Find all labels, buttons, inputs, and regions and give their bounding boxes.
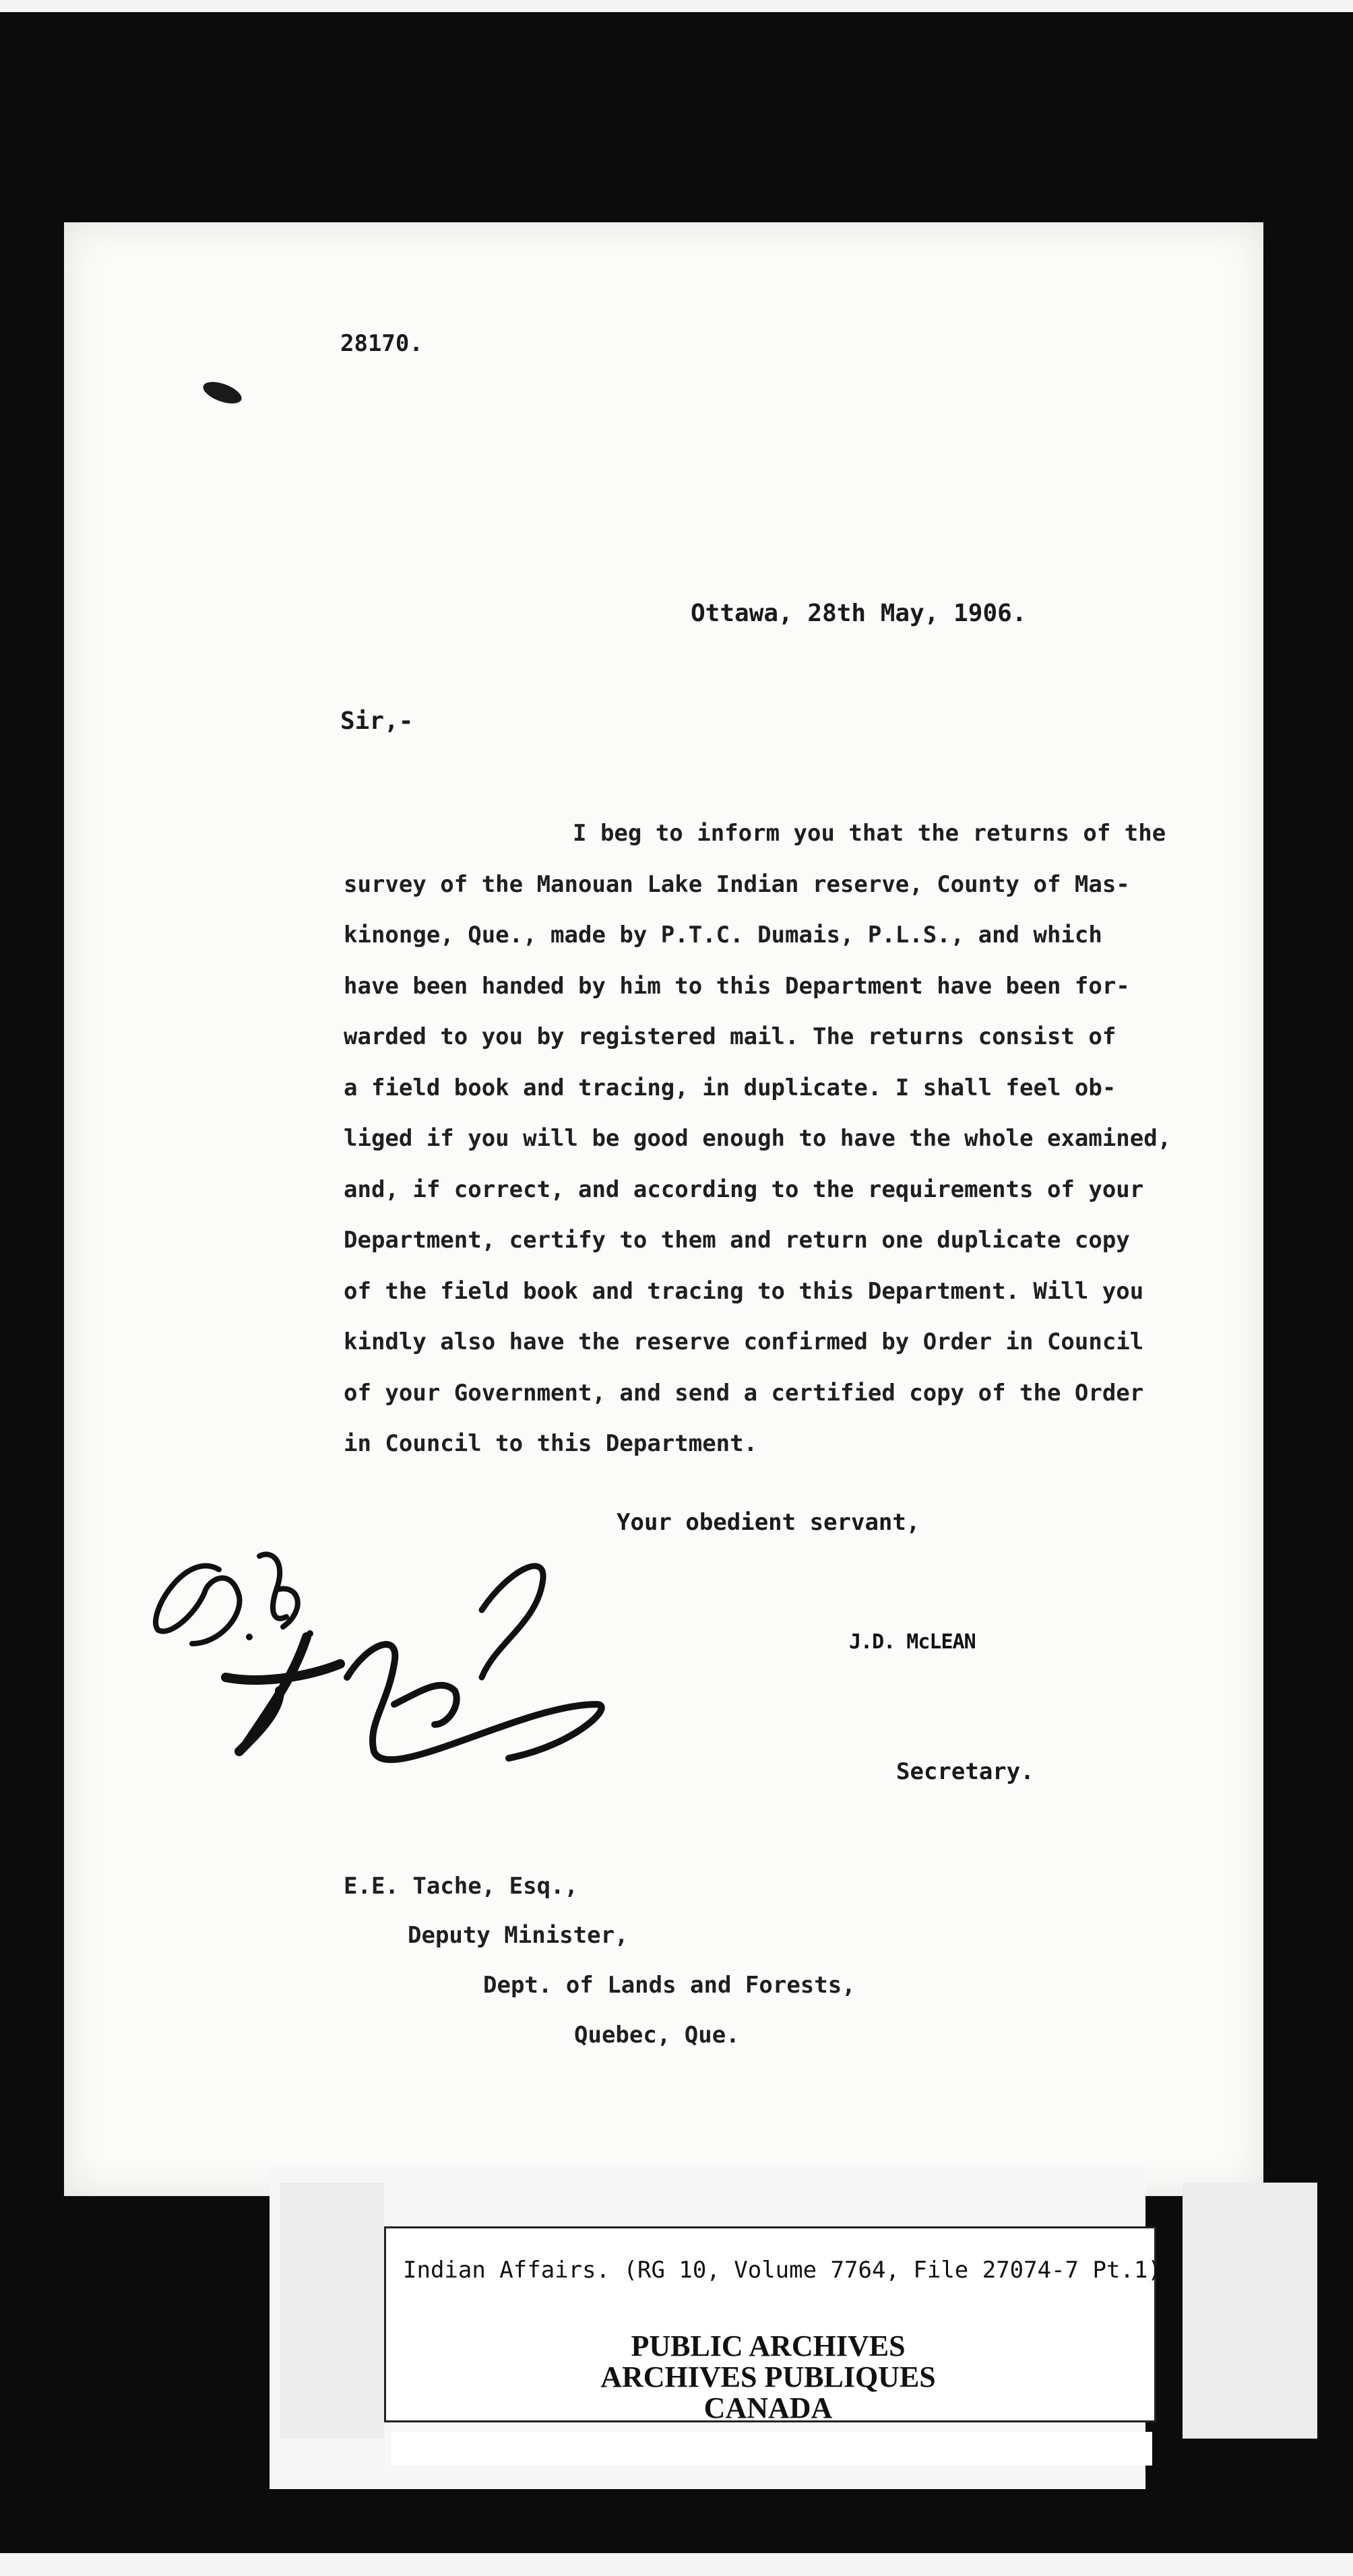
- body-line: Department, certify to them and return one duplicate copy: [344, 1227, 1130, 1254]
- body-line: liged if you will be good enough to have the whole examined,: [344, 1125, 1172, 1152]
- file-number: 28170.: [340, 330, 423, 357]
- address-line: Quebec, Que.: [574, 2022, 740, 2049]
- label-margin-right: [1183, 2183, 1317, 2439]
- handwritten-initials: [104, 1327, 643, 1812]
- body-line: a field book and tracing, in duplicate. I shall feel ob-: [344, 1074, 1116, 1101]
- body-line: in Council to this Department.: [344, 1430, 758, 1457]
- body-line: I beg to inform you that the returns of the: [573, 820, 1166, 847]
- body-line: survey of the Manouan Lake Indian reserve, County of Mas-: [344, 870, 1130, 898]
- label-margin-left: [280, 2183, 384, 2439]
- typed-signature: J.D. McLEAN: [849, 1630, 976, 1654]
- archive-reference: Indian Affairs. (RG 10, Volume 7764, File 27074-7 Pt.1): [403, 2257, 1162, 2284]
- archive-stamp: [384, 2331, 1152, 2424]
- frame-bottom-edge: [0, 2553, 1353, 2576]
- body-line: have been handed by him to this Department have been for-: [344, 972, 1130, 1000]
- body-line: kinonge, Que., made by P.T.C. Dumais, P.L.S., and which: [344, 922, 1102, 948]
- closing: Your obedient servant,: [617, 1509, 920, 1536]
- archive-line-country: CANADA: [703, 2391, 833, 2424]
- address-line: Dept. of Lands and Forests,: [483, 1972, 856, 1999]
- letter-page: [64, 222, 1263, 2196]
- body-line: of your Government, and send a certified copy of the Order: [344, 1379, 1144, 1407]
- address-line: E.E. Tache, Esq.,: [344, 1873, 578, 1900]
- frame-top-edge: [0, 0, 1353, 12]
- label-strip: [391, 2432, 1152, 2466]
- address-line: Deputy Minister,: [408, 1922, 629, 1949]
- body-line: warded to you by registered mail. The returns consist of: [344, 1023, 1116, 1050]
- salutation: Sir,-: [340, 707, 414, 735]
- ink-blot: [200, 378, 244, 408]
- date-line: Ottawa, 28th May, 1906.: [691, 600, 1027, 627]
- archive-line-fr: ARCHIVES PUBLIQUES: [600, 2360, 936, 2393]
- body-line: and, if correct, and according to the requirements of your: [344, 1176, 1144, 1203]
- body-line: of the field book and tracing to this Department. Will you: [344, 1277, 1144, 1305]
- archive-line-en: PUBLIC ARCHIVES: [631, 2329, 906, 2362]
- body-line: kindly also have the reserve confirmed by Order in Council: [344, 1328, 1144, 1355]
- signature-title: Secretary.: [896, 1758, 1034, 1785]
